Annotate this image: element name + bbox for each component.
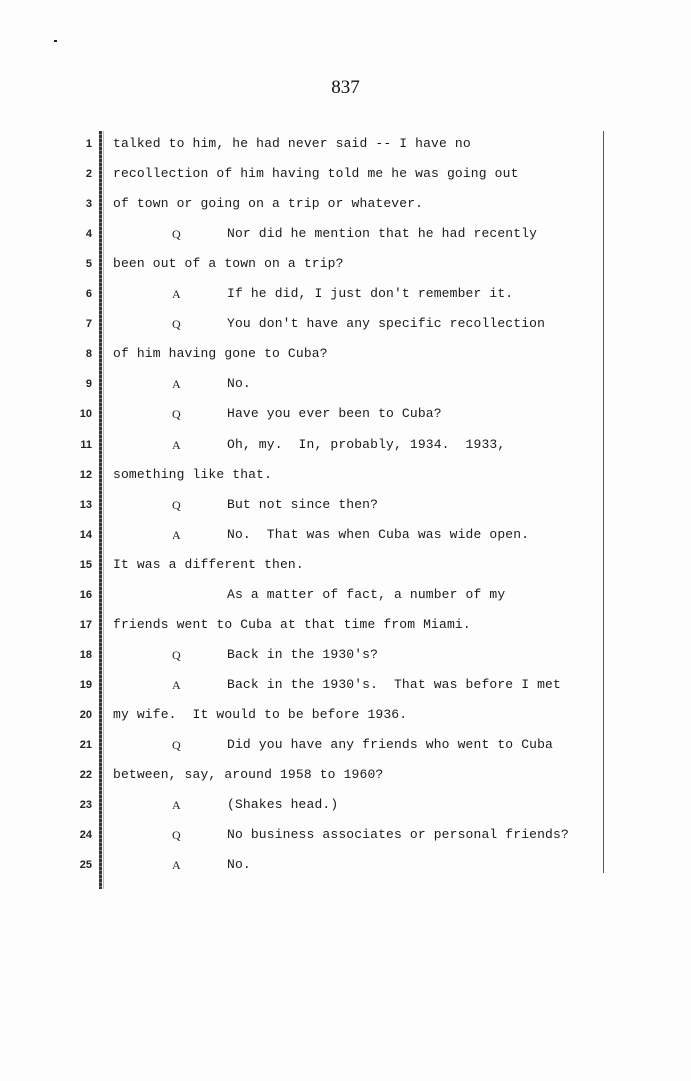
transcript-line: [0, 645, 691, 665]
line-number: 23: [79, 799, 92, 812]
transcript-line: [0, 254, 691, 274]
line-number: 20: [79, 708, 92, 721]
line-text: As a matter of fact, a number of my: [227, 586, 506, 602]
line-text: Oh, my. In, probably, 1934. 1933,: [227, 436, 506, 452]
line-number: 11: [80, 438, 92, 451]
speaker-label: Q: [172, 407, 181, 422]
line-number: 3: [85, 198, 92, 211]
speaker-label: Q: [172, 317, 181, 332]
transcript-line: [0, 344, 691, 364]
page-number: 837: [331, 77, 360, 98]
line-text: It was a different then.: [113, 556, 304, 572]
line-number: 21: [79, 739, 92, 751]
transcript-line: [0, 465, 691, 485]
line-text: No. That was when Cuba was wide open.: [227, 526, 530, 542]
line-number: 4: [85, 228, 92, 241]
line-text: If he did, I just don't remember it.: [227, 286, 514, 302]
speaker-label: A: [172, 437, 181, 452]
line-text: talked to him, he had never said -- I have no: [113, 136, 471, 151]
line-number: 5: [85, 258, 92, 271]
line-text: No.: [227, 857, 251, 873]
transcript-line: [0, 825, 691, 845]
transcript-line: [0, 164, 691, 184]
line-text: You don't have any specific recollection: [227, 316, 546, 332]
line-number: 8: [85, 348, 92, 361]
line-number: 2: [85, 168, 92, 181]
line-text: between, say, around 1958 to 1960?: [113, 767, 384, 783]
transcript-line: [0, 675, 691, 695]
transcript-line: [0, 585, 691, 605]
transcript-line: [0, 735, 691, 755]
transcript-line: [0, 795, 691, 815]
line-text: Have you ever been to Cuba?: [227, 406, 442, 422]
transcript-line: [0, 555, 691, 575]
line-number: 7: [85, 318, 92, 331]
speaker-label: Q: [172, 828, 181, 843]
line-text: friends went to Cuba at that time from Miami.: [113, 616, 471, 632]
transcript-line: [0, 705, 691, 725]
line-text: Did you have any friends who went to Cuba: [227, 737, 554, 752]
line-text: Back in the 1930's. That was before I met: [227, 676, 561, 692]
speaker-label: Q: [172, 647, 181, 662]
transcript-line: [0, 765, 691, 785]
line-number: 22: [79, 769, 92, 782]
line-text: my wife. It would to be before 1936.: [113, 706, 408, 722]
transcript-line: [0, 435, 691, 455]
transcript-line: [0, 525, 691, 545]
speaker-label: Q: [172, 497, 181, 512]
transcript-line: [0, 615, 691, 635]
line-text: been out of a town on a trip?: [113, 256, 344, 272]
transcript-line: [0, 134, 691, 154]
line-text: something like that.: [113, 466, 273, 482]
line-number: 12: [79, 468, 92, 481]
line-text: No.: [227, 376, 251, 392]
line-number: 25: [79, 859, 92, 872]
speaker-label: A: [172, 858, 181, 873]
speaker-label: A: [172, 377, 181, 392]
transcript-line: [0, 314, 691, 334]
transcript-line: [0, 374, 691, 394]
line-number: 18: [79, 648, 92, 661]
line-text: Nor did he mention that he had recently: [227, 226, 538, 242]
line-number: 15: [79, 558, 92, 571]
line-text: of him having gone to Cuba?: [113, 346, 328, 362]
transcript-line: [0, 404, 691, 424]
line-text: recollection of him having told me he was going out: [113, 166, 519, 182]
line-number: 9: [85, 378, 92, 391]
transcript-line: [0, 224, 691, 244]
line-number: 24: [79, 829, 92, 842]
line-text: Back in the 1930's?: [227, 646, 379, 662]
transcript-line: [0, 855, 691, 875]
speaker-label: A: [172, 287, 181, 302]
line-text: of town or going on a trip or whatever.: [113, 196, 424, 212]
line-text: But not since then?: [227, 496, 379, 512]
line-number: 19: [79, 678, 92, 691]
speaker-label: A: [172, 527, 181, 542]
speaker-label: A: [172, 798, 181, 813]
line-text: (Shakes head.): [227, 797, 339, 813]
line-text: No business associates or personal friends?: [227, 827, 569, 843]
line-number: 10: [79, 408, 92, 421]
speaker-label: Q: [172, 738, 181, 752]
transcript-line: [0, 194, 691, 214]
transcript-line: [0, 284, 691, 304]
transcript-line: [0, 495, 691, 515]
line-number: 17: [79, 618, 92, 631]
line-number: 16: [79, 588, 92, 601]
scan-speck: [54, 40, 57, 42]
speaker-label: Q: [172, 227, 181, 242]
speaker-label: A: [172, 677, 181, 692]
line-number: 13: [79, 498, 92, 511]
line-number: 6: [85, 288, 92, 301]
line-number: 14: [79, 528, 92, 541]
line-number: 1: [85, 138, 92, 150]
